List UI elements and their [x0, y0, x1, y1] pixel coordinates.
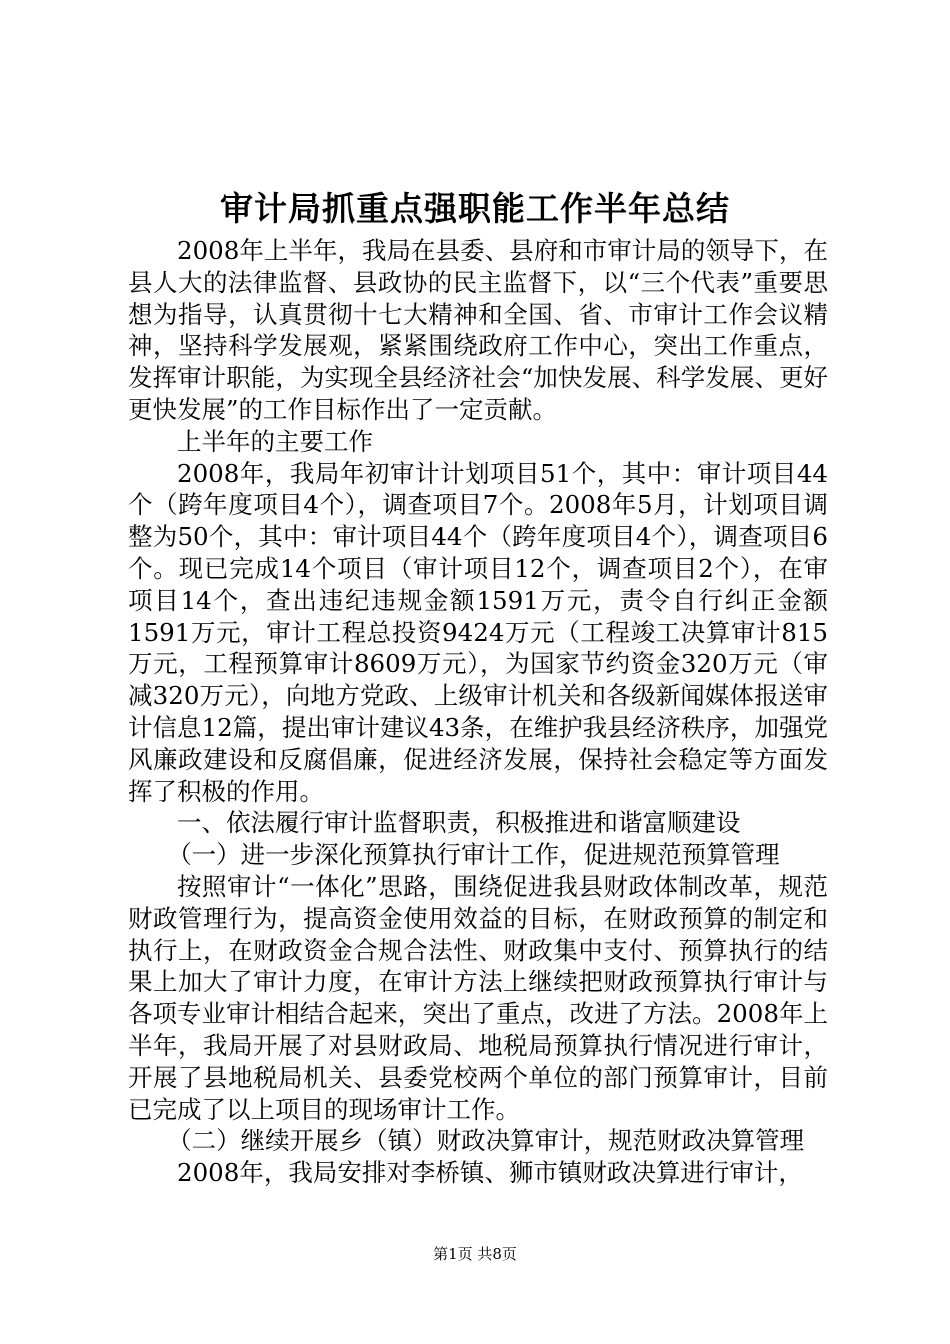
paragraph-intro: 2008年上半年，我局在县委、县府和市审计局的领导下，在县人大的法律监督、县政协的民主监督下，以“三个代表”重要思想为指导，认真贯彻十七大精神和全国、省、市审计工作会议精神，坚持科学发展观，紧紧围绕政府工作中心，突出工作重点，发挥审计职能，为实现全县经济社会“加快发展、科学发展、更好更快发展”的工作目标作出了一定贡献。	[128, 236, 828, 424]
document-body	[128, 235, 828, 1189]
paragraph-statistics: 2008年，我局年初审计计划项目51个，其中：审计项目44个（跨年度项目4个），调查项目7个。2008年5月，计划项目调整为50个，其中：审计项目44个（跨年度项目4个），调查项目6个。现已完成14个项目（审计项目12个，调查项目2个），在审项目14个，查出违纪违规金额1591万元，责令自行纠正金额1591万元，审计工程总投资9424万元（工程竣工决算审计815万元，工程预算审计8609万元），为国家节约资金320万元（审减320万元），向地方党政、上级审计机关和各级新闻媒体报送审计信息12篇，提出审计建议43条，在维护我县经济秩序，加强党风廉政建设和反腐倡廉，促进经济发展，保持社会稳定等方面发挥了积极的作用。	[128, 458, 828, 806]
document-title: 审计局抓重点强职能工作半年总结	[220, 189, 730, 228]
paragraph-budget-audit: 按照审计“一体化”思路，围绕促进我县财政体制改革，规范财政管理行为，提高资金使用效益的目标，在财政预算的制定和执行上，在财政资金合规合法性、财政集中支付、预算执行的结果上加大了审计力度，在审计方法上继续把财政预算执行审计与各项专业审计相结合起来，突出了重点，改进了方法。2008年上半年，我局开展了对县财政局、地税局预算执行情况进行审计，开展了县地税局机关、县委党校两个单位的部门预算审计，目前已完成了以上项目的现场审计工作。	[128, 871, 828, 1124]
section-heading-main-work: 上半年的主要工作	[177, 426, 373, 456]
subsection-heading-1-1: （一）进一步深化预算执行审计工作，促进规范预算管理	[167, 840, 780, 870]
section-heading-1: 一、依法履行审计监督职责，积极推进和谐富顺建设	[177, 808, 741, 838]
page-number-footer: 第1页 共8页	[433, 1245, 517, 1263]
paragraph-township-audit: 2008年，我局安排对李桥镇、狮市镇财政决算进行审计，	[177, 1158, 803, 1188]
subsection-heading-1-2: （二）继续开展乡（镇）财政决算审计，规范财政决算管理	[167, 1126, 805, 1156]
